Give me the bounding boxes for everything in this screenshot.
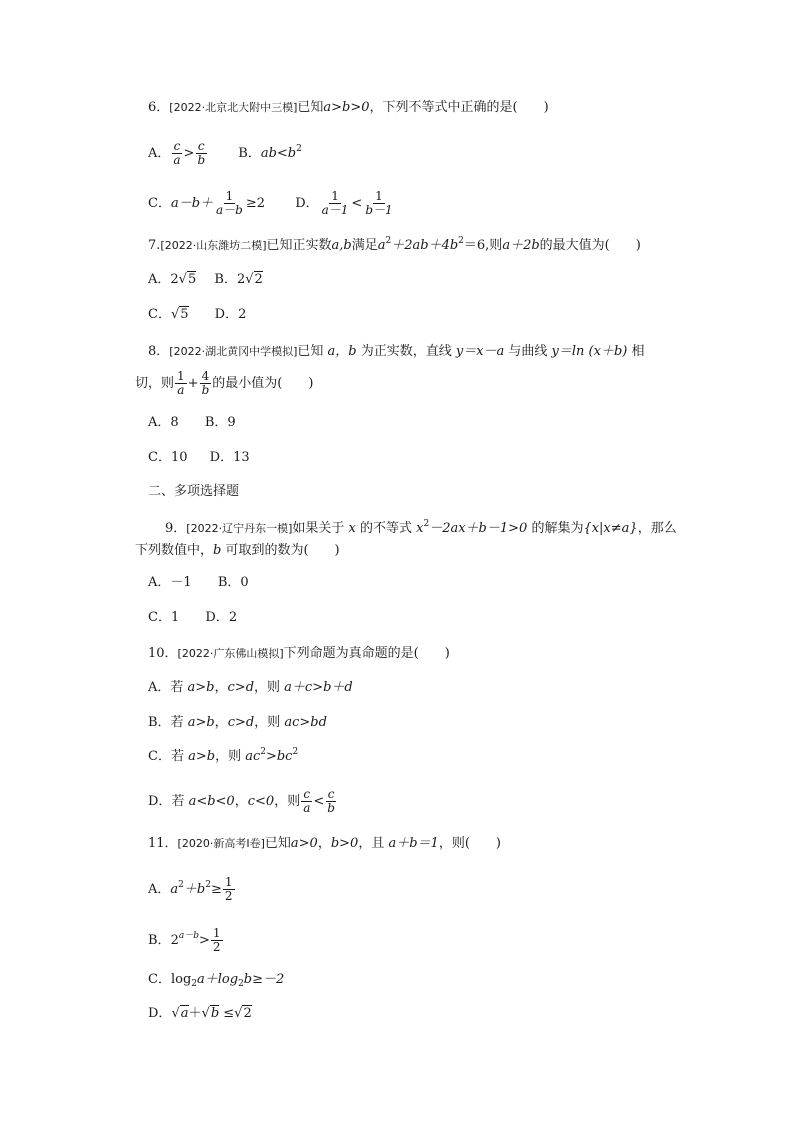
question-7-options-ab: [148, 270, 263, 290]
question-6-stem: 6．[2022·北京北大附中三模]已知a>b>0，下列不等式中正确的是( ): [148, 100, 549, 115]
radical-sign-icon: √: [201, 1006, 210, 1021]
question-11-option-c: C．$\log_2a+\log_2b\ge-2$: [148, 972, 285, 989]
fraction: $\frac{1}{2}$: [224, 875, 233, 903]
option-d: D．2: [214, 307, 247, 322]
question-9-options-ab: [148, 573, 249, 593]
question-number: 10．: [148, 646, 178, 661]
question-source: [2022·广东佛山模拟]: [177, 647, 284, 660]
fraction: $\frac{1}{2}$: [212, 926, 221, 954]
question-8-options-cd: [148, 448, 250, 468]
radical-sign-icon: √: [178, 272, 187, 287]
question-8-stem-line2: 切，则 $\frac{1}{a}$ + $\frac{4}{b}$ 的最小值为( ): [135, 369, 314, 397]
question-11-option-d: D．√a＋√b ≤√2: [148, 1006, 252, 1021]
option-a: A． $\frac{c}{a}$ > $\frac{c}{b}$: [148, 139, 206, 167]
question-10-option-c: C．若 a>b，则 $ac^2>bc^2$: [148, 747, 299, 764]
fraction: $\frac{1}{a-b}$: [216, 189, 243, 217]
question-9-options-cd: [148, 608, 237, 628]
radical-sign-icon: √: [245, 272, 254, 287]
question-9-stem-line1: 9．[2022·辽宁丹东一模]如果关于 x 的不等式 $x^2-2ax+b-1>0$ 的解集为{x|x≠a}，那么: [165, 519, 677, 536]
fraction: $\frac{c}{b}$: [327, 787, 335, 815]
question-source: [2022·北京北大附中三模]: [169, 101, 298, 114]
question-source: [2022·辽宁丹东一模]: [186, 522, 293, 535]
question-10-stem: 10．[2022·广东佛山模拟]下列命题为真命题的是( ): [148, 646, 450, 661]
option-a: A．－1: [148, 575, 192, 590]
option-c: C．10: [148, 450, 188, 465]
option-d: D．13: [209, 450, 250, 465]
question-source: [2020·新高考Ⅰ卷]: [177, 837, 265, 850]
fraction: $\frac{c}{a}$: [173, 139, 181, 167]
question-11-option-b: B．$2^{a-b}>$ $\frac{1}{2}$: [148, 926, 221, 954]
radical-sign-icon: √: [171, 1006, 180, 1021]
question-11-option-a: A．$a^2+b^2\ge$ $\frac{1}{2}$: [148, 875, 233, 903]
fraction: $\frac{c}{a}$: [303, 787, 311, 815]
radical-sign-icon: √: [234, 1006, 243, 1021]
option-d: D． $\frac{1}{a-1}$ < $\frac{1}{b-1}$: [295, 189, 393, 217]
question-6-options-ab: [148, 140, 302, 167]
question-8-options-ab: [148, 413, 236, 433]
option-b: B．$ab<b^2$: [238, 144, 302, 161]
radical-sign-icon: √: [170, 307, 180, 322]
section-title: 二、多项选择题: [148, 484, 240, 499]
fraction: $\frac{c}{b}$: [197, 139, 206, 167]
fraction: $\frac{4}{b}$: [201, 369, 210, 397]
question-10-option-b: B．若 a>b，c>d，则 ac>bd: [148, 715, 327, 730]
question-8-stem-line1: 8．[2022·湖北黄冈中学模拟]已知 a，b 为正实数，直线 y＝x－a 与曲线 y＝ln (x＋b) 相: [148, 344, 645, 359]
question-9-stem-line2: 下列数值中，b 可取到的数为( ): [135, 543, 340, 558]
question-number: 11．: [148, 836, 178, 851]
option-a: A．8: [148, 415, 179, 430]
question-number: 9．: [165, 521, 187, 536]
question-11-stem: 11．[2020·新高考Ⅰ卷]已知a>0，b>0，且 a＋b＝1，则( ): [148, 836, 501, 851]
option-b: B．9: [204, 415, 236, 430]
fraction: $\frac{1}{b-1}$: [365, 189, 393, 217]
question-source: [2022·湖北黄冈中学模拟]: [169, 345, 298, 358]
question-number: 6．: [148, 100, 170, 115]
question-number: 8．: [148, 344, 170, 359]
fraction: $\frac{1}{a-1}$: [321, 189, 349, 217]
question-10-option-a: A．若 a>b，c>d，则 a＋c>b＋d: [148, 680, 353, 695]
option-b: B．0: [217, 575, 249, 590]
option-d: D．2: [205, 610, 238, 625]
option-b: B．2√2: [214, 272, 263, 287]
question-6-options-cd: [148, 190, 396, 217]
question-7-stem: 7.[2022·山东潍坊二模]已知正实数a,b满足$a^2+2ab+4b^2=6$,则a＋2b的最大值为( ): [148, 236, 641, 253]
question-number: 7.: [148, 238, 161, 253]
option-c: C．a－b＋ $\frac{1}{a-b}$ ≥2: [148, 189, 266, 217]
option-c: C．√5: [148, 307, 189, 322]
fraction: $\frac{1}{a}$: [177, 369, 185, 397]
option-c: C．1: [148, 610, 180, 625]
question-10-option-d: D．若 a<b<0，c<0，则 $\frac{c}{a}$ < $\frac{c}{b}$: [148, 787, 335, 815]
option-a: A．2√5: [148, 272, 197, 287]
question-source: [2022·山东潍坊二模]: [160, 239, 267, 252]
question-7-options-cd: [148, 305, 246, 325]
